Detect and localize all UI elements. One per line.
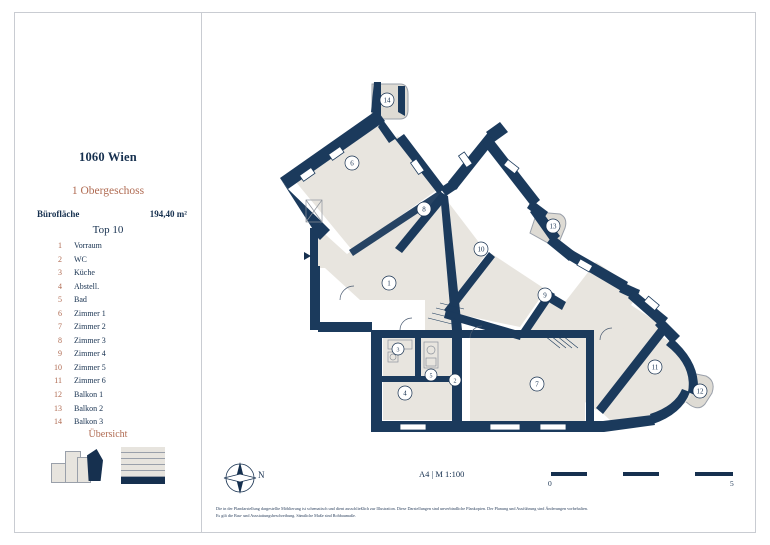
legend-item <box>48 239 188 253</box>
svg-text:3: 3 <box>396 347 400 354</box>
area-value: 194,40 m² <box>149 209 187 219</box>
legend-name: Balkon 3 <box>74 417 104 427</box>
scale-min-label: 0 <box>548 479 552 488</box>
svg-text:1: 1 <box>387 279 391 288</box>
disclaimer-line-1: Die in der Plandarstellung dargestellte Möblierung ist schematisch und dient ausschließlich zur Illustration. Diese Darstellungen sind unverbindliche Plankopien. Der Planung und Ausführung sind Änderungen vorbehalten. <box>216 506 588 511</box>
legend-number: 8 <box>58 335 62 345</box>
scale-max-label: 5 <box>730 479 734 488</box>
overview-floor-stack <box>121 447 165 487</box>
legend-item <box>48 361 188 375</box>
legend-item <box>48 374 188 388</box>
compass-rose <box>220 458 280 498</box>
legend-number: 4 <box>58 281 62 291</box>
svg-text:5: 5 <box>429 373 433 380</box>
scale-bar <box>419 468 744 494</box>
legend-number: 14 <box>54 417 62 427</box>
legend-item <box>48 320 188 334</box>
legend-number: 10 <box>54 362 62 372</box>
unit-title: Top 10 <box>92 224 124 236</box>
svg-text:13: 13 <box>549 222 557 231</box>
info-panel <box>15 13 201 532</box>
room-marker <box>530 377 544 391</box>
svg-text:9: 9 <box>543 291 547 300</box>
legend-number: 2 <box>58 254 62 264</box>
legend-item <box>48 293 188 307</box>
svg-text:12: 12 <box>696 387 704 396</box>
floorplan-drawing <box>202 13 756 532</box>
legend-number: 6 <box>58 308 62 318</box>
legend-item <box>48 253 188 267</box>
entrance-arrow <box>304 252 311 260</box>
project-address: 1060 Wien <box>79 150 137 164</box>
legend-item <box>48 266 188 280</box>
area-row <box>37 209 187 219</box>
room-legend <box>48 239 188 429</box>
legend-name: Zimmer 5 <box>74 362 106 372</box>
plan-panel <box>202 13 756 532</box>
legend-item <box>48 388 188 402</box>
compass-icon <box>220 458 260 498</box>
room-marker <box>345 156 359 170</box>
disclaimer-line-2: Es gilt die Bau- und Ausstattungsbeschreibung. Sämtliche Maße sind Rohbaumaße. <box>216 513 356 518</box>
svg-text:6: 6 <box>350 159 354 168</box>
svg-text:2: 2 <box>453 378 457 385</box>
legend-name: Zimmer 6 <box>74 376 106 386</box>
legend-name: Zimmer 2 <box>74 322 106 332</box>
scale-bar-graphic <box>551 472 733 476</box>
legend-name: Zimmer 1 <box>74 308 106 318</box>
disclaimer-text <box>216 505 736 519</box>
overview-title: Übersicht <box>88 429 128 440</box>
svg-text:4: 4 <box>403 389 407 398</box>
svg-text:10: 10 <box>477 245 485 254</box>
svg-text:8: 8 <box>422 205 426 214</box>
legend-item <box>48 334 188 348</box>
legend-name: Zimmer 4 <box>74 349 106 359</box>
legend-item <box>48 415 188 429</box>
legend-number: 5 <box>58 295 62 305</box>
legend-number: 7 <box>58 322 62 332</box>
overview-highlight <box>87 449 103 481</box>
legend-name: Bad <box>74 295 87 305</box>
north-label: N <box>258 470 265 480</box>
legend-number: 12 <box>54 390 62 400</box>
room-marker <box>693 384 707 398</box>
room-marker <box>546 219 560 233</box>
room-marker <box>382 276 396 290</box>
room-marker <box>380 93 394 107</box>
legend-name: Vorraum <box>74 241 102 250</box>
room-marker <box>474 242 488 256</box>
room-marker <box>449 374 461 386</box>
legend-number: 3 <box>58 268 62 278</box>
legend-name: Balkon 2 <box>74 403 104 413</box>
legend-number: 9 <box>58 349 62 359</box>
svg-text:14: 14 <box>383 96 391 105</box>
legend-number: 1 <box>58 241 62 250</box>
paper-scale-label: A4 | M 1:100 <box>419 469 465 479</box>
svg-text:7: 7 <box>535 380 539 389</box>
room-marker <box>648 360 662 374</box>
overview-floor-current <box>121 477 165 484</box>
legend-item <box>48 307 188 321</box>
legend-name: Küche <box>74 268 95 278</box>
legend-number: 13 <box>54 403 62 413</box>
building-overview-thumbnail <box>49 443 169 493</box>
area-label: Bürofläche <box>37 209 80 219</box>
legend-item <box>48 347 188 361</box>
room-marker <box>538 288 552 302</box>
floor-label: 1 Obergeschoss <box>71 185 145 197</box>
room-marker <box>425 369 437 381</box>
legend-name: Zimmer 3 <box>74 335 106 345</box>
room-marker <box>417 202 431 216</box>
svg-text:11: 11 <box>651 363 659 372</box>
legend-name: Abstell. <box>74 281 100 291</box>
legend-name: Balkon 1 <box>74 390 104 400</box>
legend-item <box>48 402 188 416</box>
legend-item <box>48 280 188 294</box>
legend-name: WC <box>74 254 87 264</box>
room-marker <box>392 343 404 355</box>
room-marker <box>398 386 412 400</box>
legend-number: 11 <box>54 376 62 386</box>
